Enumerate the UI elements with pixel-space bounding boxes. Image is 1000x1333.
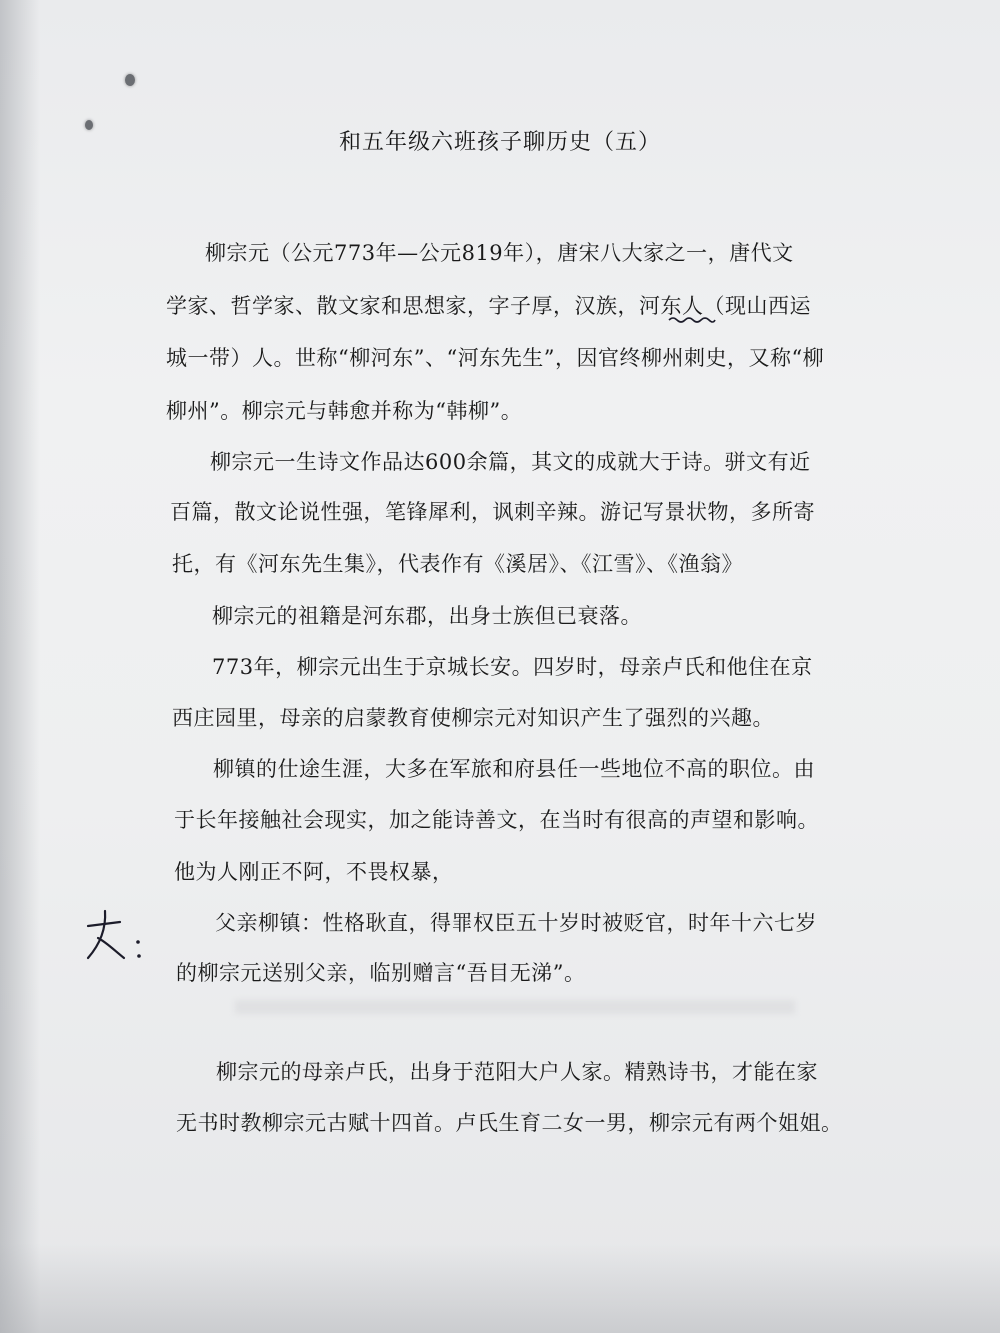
paragraph-1-line-1: 柳宗元（公元773年—公元819年），唐宋八大家之一，唐代文 bbox=[205, 241, 794, 265]
paragraph-7-line-2: 无书时教柳宗元古赋十四首。卢氏生育二女一男，柳宗元有两个姐姐。 bbox=[176, 1111, 843, 1135]
bottom-shadow bbox=[0, 1243, 1000, 1333]
paragraph-2-line-3: 托，有《河东先生集》，代表作有《溪居》、《江雪》、《渔翁》 bbox=[172, 552, 743, 576]
handwritten-note bbox=[78, 908, 158, 968]
paragraph-4-line-2: 西庄园里，母亲的启蒙教育使柳宗元对知识产生了强烈的兴趣。 bbox=[172, 706, 774, 730]
paragraph-4-line-1: 773年，柳宗元出生于京城长安。四岁时，母亲卢氏和他住在京 bbox=[212, 655, 813, 679]
left-shadow bbox=[0, 0, 40, 1333]
paragraph-5-line-1: 柳镇的仕途生涯，大多在军旅和府县任一些地位不高的职位。由 bbox=[213, 757, 815, 781]
wavy-underline-mark bbox=[668, 315, 716, 325]
paragraph-1-line-2: 学家、哲学家、散文家和思想家，字子厚，汉族，河东人（现山西运 bbox=[166, 294, 811, 318]
document-title: 和五年级六班孩子聊历史（五） bbox=[338, 130, 661, 155]
paragraph-6-line-1: 父亲柳镇：性格耿直，得罪权臣五十岁时被贬官，时年十六七岁 bbox=[215, 911, 817, 935]
paragraph-5-line-2: 于长年接触社会现实，加之能诗善文，在当时有很高的声望和影响。 bbox=[174, 808, 819, 832]
paragraph-1-line-4: 柳州”。柳宗元与韩愈并称为“韩柳”。 bbox=[166, 399, 523, 423]
paragraph-2-line-1: 柳宗元一生诗文作品达600余篇，其文的成就大于诗。骈文有近 bbox=[210, 450, 811, 474]
show-through-text bbox=[235, 1000, 795, 1014]
paragraph-5-line-3: 他为人刚正不阿，不畏权暴， bbox=[174, 860, 454, 884]
paragraph-1-line-3: 城一带）人。世称“柳河东”、“河东先生”，因官终柳州刺史，又称“柳 bbox=[166, 346, 825, 370]
paragraph-6-line-2: 的柳宗元送别父亲，临别赠言“吾目无涕”。 bbox=[176, 961, 586, 985]
punch-hole-top bbox=[125, 74, 135, 86]
paragraph-7-line-1: 柳宗元的母亲卢氏，出身于范阳大户人家。精熟诗书，才能在家 bbox=[216, 1060, 818, 1084]
paragraph-2-line-2: 百篇，散文论说性强，笔锋犀利，讽刺辛辣。游记写景状物，多所寄 bbox=[170, 500, 815, 524]
paragraph-3-line-1: 柳宗元的祖籍是河东郡，出身士族但已衰落。 bbox=[212, 604, 642, 628]
